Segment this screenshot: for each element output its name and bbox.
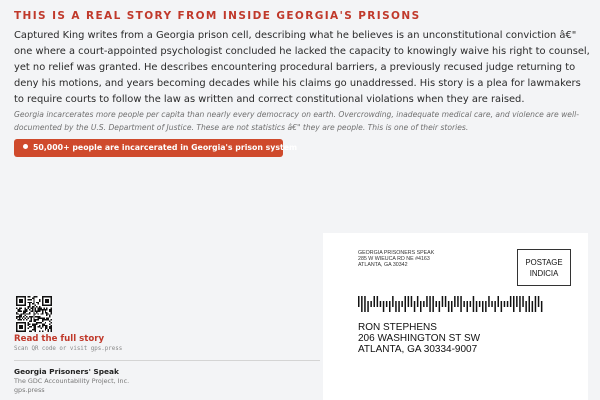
headline: THIS IS A REAL STORY FROM INSIDE GEORGIA'S PRISONS [14, 10, 421, 22]
postage-label: POSTAGE [525, 258, 563, 267]
divider [14, 360, 320, 361]
context-note: Georgia incarcerates more people per capita than nearly every democracy on earth. Overcrowding, inadequate medical care, and violence are well-documented by the U.S. Department of Justice. These are not statistics â€" they are people. This is one of their stories. [14, 110, 579, 132]
return-address-line: ATLANTA, GA 30342 [358, 262, 408, 268]
recipient-city: ATLANTA, GA 30334-9007 [358, 344, 478, 355]
bullet-dot-icon [23, 144, 28, 149]
postage-indicia-box [517, 249, 571, 286]
stat-badge [14, 139, 298, 157]
postal-barcode-icon [358, 296, 546, 312]
mailing-envelope [323, 233, 588, 400]
org-legal-name: The GDC Accountability Project, Inc. [14, 377, 130, 385]
recipient-name: RON STEPHENS [358, 322, 437, 333]
cta-subtitle: Scan QR code or visit gps.press [14, 346, 123, 352]
org-name: Georgia Prisoners' Speak [14, 367, 119, 376]
return-address-line: 285 W WIEUCA RD NE #4163 [358, 256, 430, 262]
story-text: Captured King writes from a Georgia prison cell, describing what he believes is an unconstitutional conviction â€" one where a court-appointed psychologist concluded he lacked the capacity to knowingly waive his right to counsel, yet no relief was granted. He describes encountering procedural barriers, a previously recused judge returning to deny his motions, and years becoming decades while his claims go unaddressed. His story is a plea for lawmakers to require courts to follow the law as written and correct constitutional violations when they are raised. [14, 30, 590, 105]
indicia-label: INDICIA [529, 269, 559, 278]
qr-code-icon[interactable] [16, 296, 52, 332]
return-address-line: GEORGIA PRISONERS SPEAK [358, 250, 435, 256]
org-website: gps.press [14, 386, 45, 394]
read-full-story-link[interactable]: Read the full story [14, 334, 105, 344]
recipient-street: 206 WASHINGTON ST SW [358, 333, 481, 344]
stat-badge-label: 50,000+ people are incarcerated in Georgia's prison system [33, 143, 298, 152]
